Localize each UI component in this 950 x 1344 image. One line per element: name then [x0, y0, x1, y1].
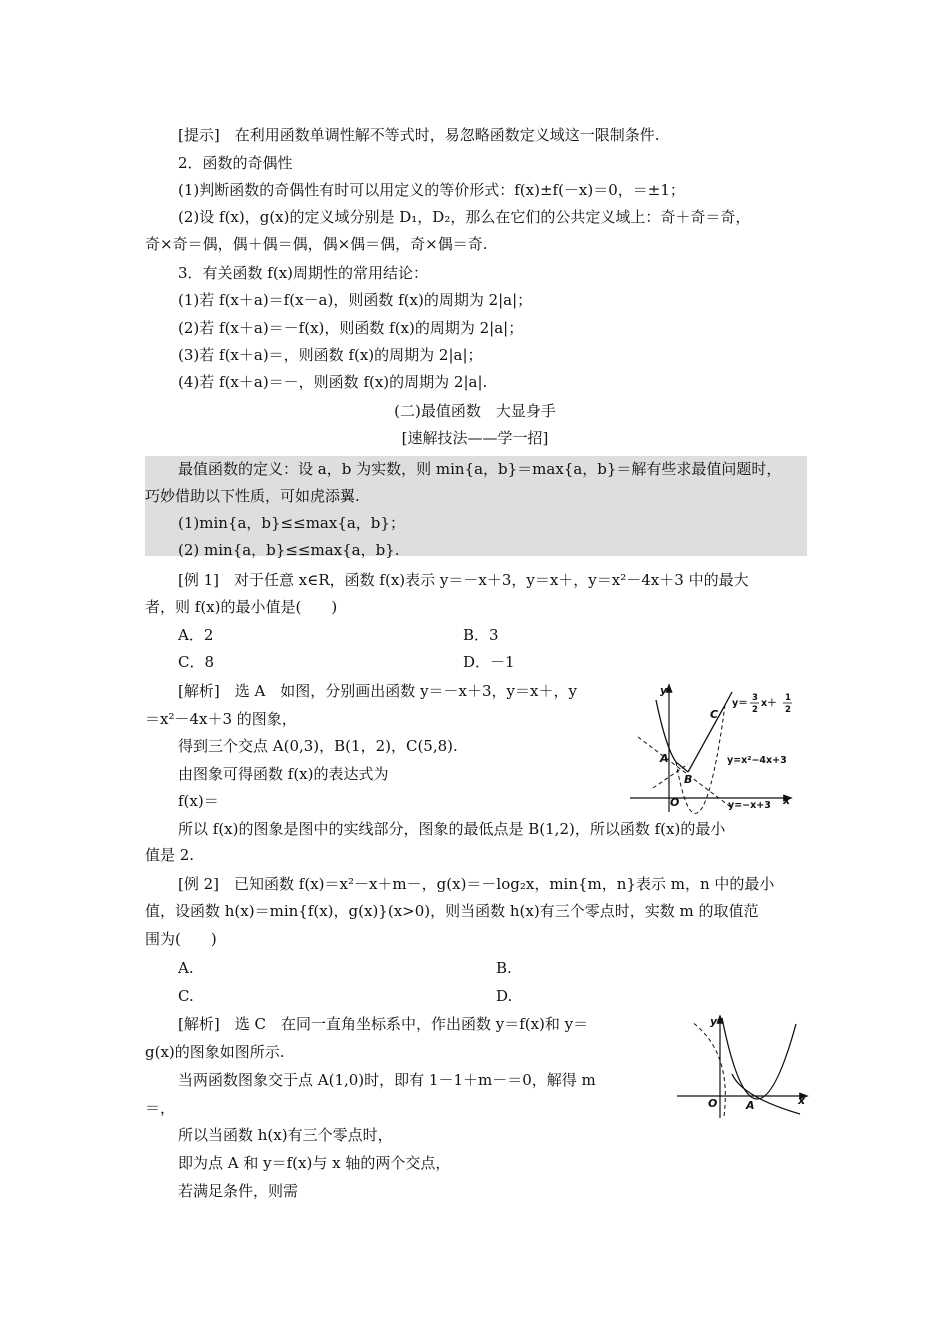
ex2-solution-1: [解析] 选 C 在同一直角坐标系中，作出函数 y＝f(x)和 y＝: [178, 1015, 589, 1033]
ex1-solution-6: 所以 f(x)的图象是图中的实线部分，图象的最低点是 B(1,2)，所以函数 f(x)的最小: [178, 820, 726, 838]
period-title: 3．有关函数 f(x)周期性的常用结论：: [178, 264, 429, 282]
period-item-1: (1)若 f(x＋a)＝f(x－a)，则函数 f(x)的周期为 2|a|；: [178, 291, 533, 309]
fig1-label-o: O: [670, 796, 680, 809]
ex2-figure: [674, 1012, 809, 1122]
ex1-solution-2: ＝x²－4x＋3 的图象，: [145, 710, 297, 728]
box-line-4: (2) min{a，b}≤≤max{a，b}.: [178, 541, 400, 559]
ex1-option-d: D．－1: [463, 653, 515, 671]
ex2-solution-2: g(x)的图象如图所示.: [145, 1043, 285, 1061]
ex1-solution-5: f(x)＝: [178, 792, 219, 810]
ex1-figure: [628, 680, 793, 815]
ex1-question-1: [例 1] 对于任意 x∈R，函数 f(x)表示 y＝－x＋3，y＝x＋，y＝x²－4x＋3 中的最大: [178, 571, 749, 589]
ex2-option-d: D.: [496, 987, 513, 1005]
ex2-option-b: B.: [496, 959, 512, 977]
fx-solid-top: [725, 692, 732, 705]
fx-solid-right: [688, 705, 725, 772]
fig2-label-y: y: [710, 1015, 718, 1028]
ex1-solution-7: 值是 2.: [145, 846, 195, 864]
section-title: (二)最值函数 大显身手: [394, 402, 556, 420]
hint-text: [提示] 在利用函数单调性解不等式时，易忽略函数定义域这一限制条件.: [178, 126, 660, 144]
fig1-eq-line2-d1: 2: [752, 705, 758, 715]
parity-item-2: (2)设 f(x)，g(x)的定义域分别是 D₁，D₂，那么在它们的公共定义域上：奇＋奇＝奇，: [178, 208, 751, 226]
ex1-option-b: B．3: [463, 626, 499, 644]
ex1-solution-4: 由图象可得函数 f(x)的表达式为: [178, 765, 389, 783]
ex2-solution-3: 当两函数图象交于点 A(1,0)时，即有 1－1＋m－＝0，解得 m: [178, 1071, 596, 1089]
fig1-eq-line2-n1: 3: [752, 693, 758, 703]
ex2-option-c: C.: [178, 987, 194, 1005]
ex1-option-c: C．8: [178, 653, 215, 671]
ex1-question-2: 者，则 f(x)的最小值是( ): [145, 598, 338, 616]
ex2-question-1: [例 2] 已知函数 f(x)＝x²－x＋m－，g(x)＝－log₂x，min{m，n}表示 m，n 中的最小: [178, 875, 775, 893]
fig2-label-a: A: [746, 1099, 755, 1112]
fig1-eq-line2-d2: 2: [785, 705, 791, 715]
fig1-label-b: B: [684, 773, 693, 786]
fig1-label-a: A: [660, 752, 669, 765]
ex2-solution-6: 即为点 A 和 y＝f(x)与 x 轴的两个交点，: [178, 1154, 451, 1172]
fig2-label-o: O: [708, 1097, 718, 1110]
ex1-option-a: A．2: [178, 626, 214, 644]
fig2-label-x: x: [798, 1094, 806, 1107]
box-line-1: 最值函数的定义：设 a，b 为实数，则 min{a，b}＝max{a，b}＝解有些求最值问题时，: [178, 460, 782, 478]
section-subtitle: [速解技法——学一招]: [401, 429, 549, 447]
fig1-label-x: x: [783, 794, 791, 807]
ex1-solution-3: 得到三个交点 A(0,3)，B(1，2)，C(5,8).: [178, 737, 458, 755]
fig1-eq-line2-mid: x＋: [761, 698, 777, 709]
parity-title: 2．函数的奇偶性: [178, 154, 293, 172]
ex2-option-a: A.: [178, 959, 194, 977]
period-item-2: (2)若 f(x＋a)＝－f(x)，则函数 f(x)的周期为 2|a|；: [178, 319, 524, 337]
fig1-label-y: y: [660, 684, 668, 697]
fig1-label-c: C: [710, 708, 719, 721]
ex2-question-2: 值，设函数 h(x)＝min{f(x)，g(x)}(x>0)，则当函数 h(x)有三个零点时，实数 m 的取值范: [145, 902, 759, 920]
parity-item-2-cont: 奇×奇＝偶，偶＋偶＝偶，偶×偶＝偶，奇×偶＝奇.: [145, 235, 488, 253]
ex2-solution-5: 所以当函数 h(x)有三个零点时，: [178, 1126, 393, 1144]
fig1-eq-line2-n2: 1: [785, 693, 791, 703]
box-line-2: 巧妙借助以下性质，可如虎添翼.: [145, 487, 360, 505]
fig1-eq-line2-lhs: y＝: [732, 698, 748, 709]
period-item-4: (4)若 f(x＋a)＝－，则函数 f(x)的周期为 2|a|.: [178, 373, 488, 391]
parity-item-1: (1)判断函数的奇偶性有时可以用定义的等价形式：f(x)±f(－x)＝0，＝±1；: [178, 181, 685, 199]
ex2-question-3: 围为( ): [145, 930, 217, 948]
period-item-3: (3)若 f(x＋a)＝，则函数 f(x)的周期为 2|a|；: [178, 346, 483, 364]
fig1-eq-parabola: y=x²−4x+3: [727, 755, 787, 766]
ex2-solution-4: ＝，: [145, 1099, 176, 1117]
fig1-eq-line1: y=−x+3: [728, 800, 771, 811]
box-line-3: (1)min{a，b}≤≤max{a，b}；: [178, 514, 405, 532]
fx-curve: [722, 1018, 796, 1099]
ex2-solution-7: 若满足条件，则需: [178, 1182, 299, 1200]
ex1-solution-1: [解析] 选 A 如图，分别画出函数 y＝－x＋3，y＝x＋，y: [178, 682, 577, 700]
